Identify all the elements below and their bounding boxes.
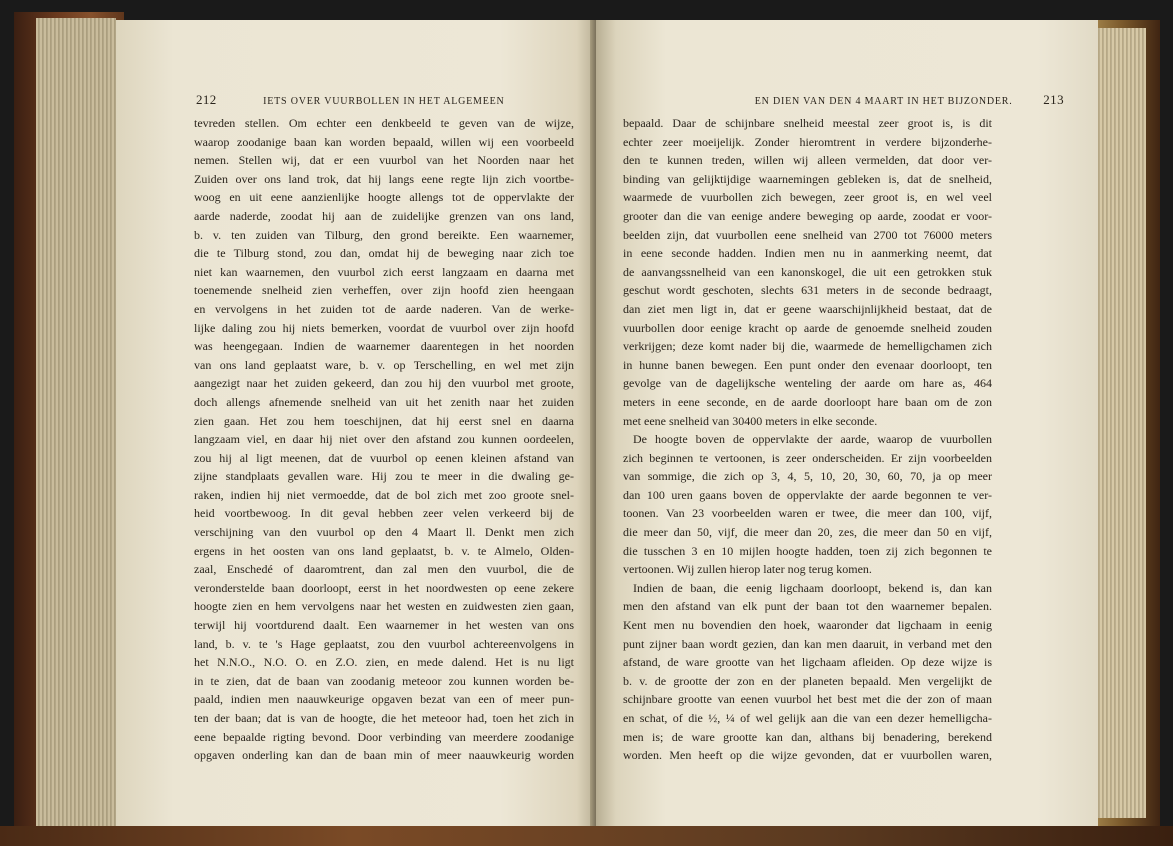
- text-line: tevreden stellen. Om echter een denkbeeld te geven van de wijze,: [194, 116, 574, 130]
- text-line: toonen. Van 23 voorbeelden waren er twee, die meer dan 100, vijf,: [623, 506, 992, 521]
- text-line: veronderstelde baan doorloopt, eerst in het noordwesten op eene zekere: [194, 580, 574, 595]
- text-line: met eene snelheid van 30400 meters in elke seconde.: [623, 413, 878, 428]
- running-head: IETS OVER VUURBOLLEN IN HET ALGEMEEN: [263, 96, 505, 107]
- text-line: aarde naderde, zoodat hij aan de zuidelijke grenzen van ons land,: [194, 208, 574, 223]
- page-edges-right: [1096, 28, 1146, 818]
- text-line: land, b. v. te 's Hage geplaatst, zou den vuurbol achtereenvolgens in: [194, 636, 574, 651]
- page-edges-left: [36, 18, 116, 826]
- text-line: afstand, de ware grootte van het ligchaam afleiden. Op deze wijze is: [623, 655, 992, 670]
- text-line: men is; de ware grootte kan dan, althans bij benadering, berekend: [623, 729, 992, 744]
- text-line: was heengegaan. Indien de waarnemer daarentegen in het noorden: [194, 339, 574, 354]
- text-line: terwijl hij voortdurend daalt. Een waarnemer in het westen van ons: [194, 618, 574, 633]
- page-number: 213: [1043, 92, 1064, 107]
- text-line: heid voortbewoog. In dit geval hebben zeer velen verkeerd bij de: [194, 506, 574, 521]
- text-line: worden. Men heeft op die wijze gevonden, dat er vuurbollen waren,: [623, 748, 992, 763]
- text-line: eene bepaalde rigting bevond. Door verbinding van meerdere zoodanige: [194, 729, 574, 744]
- text-line: in eene seconde hadden. Indien men nu in aanmerking neemt, dat: [623, 246, 992, 261]
- text-line: b. v. de grootte der zon en der planeten bepaald. Men vergelijkt de: [623, 673, 992, 688]
- text-line: dan ziet men ligt in, dat er geene waarschijnlijkheid bestaat, dat de: [623, 301, 992, 316]
- text-line: die te Tilburg stond, zou dan, omdat hij de beweging naar zich toe: [194, 246, 574, 261]
- text-line: nemen. Stellen wij, dat er een vuurbol van het Noorden naar het: [194, 153, 574, 168]
- text-line: meters in eene seconde, en de aarde doorloopt hare baan om de zon: [623, 394, 992, 409]
- text-line: die meer dan 50, vijf, die meer dan 20, zes, die meer dan 50 en vijf,: [623, 525, 992, 540]
- text-line: men den afstand van elk punt der baan tot den waarnemer bepalen.: [623, 599, 992, 614]
- text-line: hoogte zien en hem vervolgens naar het westen en zuidwesten zien gaan,: [194, 599, 574, 614]
- text-line: lijke daling zou hij niets bemerken, voordat de vuurbol over zijn hoofd: [194, 320, 574, 335]
- text-line: van sommige, die zich op 3, 4, 5, 10, 20, 30, 60, 70, ja op meer: [623, 469, 992, 484]
- text-line: en vervolgens in het zuiden tot de aarde naderen. Van de werke-: [194, 301, 574, 316]
- text-line: doch allengs afnemende snelheid van uit het zenith naar het zuiden: [194, 394, 574, 409]
- text-line: Indien de baan, die eenig ligchaam doorloopt, bekend is, dan kan: [633, 580, 992, 595]
- text-line: raken, indien hij niet vermoedde, dat de bol zich met zoo groote snel-: [194, 487, 574, 502]
- text-line: van ons land geplaatst ware, b. v. op Terschelling, en wel met zijn: [194, 357, 574, 372]
- text-line: bepaald. Daar de schijnbare snelheid meestal zeer groot is, is dit: [623, 116, 992, 130]
- text-line: gevolge van de dagelijksche wenteling der aarde om hare as, 464: [623, 376, 992, 391]
- text-line: Kent men nu bovendien den hoek, waaronder dat ligchaam in eenig: [623, 618, 992, 633]
- text-line: geschut wordt geschoten, slechts 631 meters in de seconde bedraagt,: [623, 283, 992, 298]
- text-line: verschijning van den vuurbol op den 4 Maart ll. Denkt men zich: [194, 525, 574, 540]
- book-bottom-edge: [0, 826, 1173, 846]
- text-line: toenemende snelheid zien verheffen, over zijn hoofd zien heengaan: [194, 283, 574, 298]
- text-line: vuurbollen door eenige kracht op aarde de genoemde snelheid zouden: [623, 320, 992, 335]
- text-line: zien gaan. Het zou hem toeschijnen, dat hij eerst snel en daarna: [194, 413, 574, 428]
- text-line: Zuiden over ons land trok, dat hij langs eene regte lijn zich voortbe-: [194, 171, 574, 186]
- text-line: ten der baan; dat is van de hoogte, die het meteoor had, toen het zich in: [194, 711, 574, 725]
- text-line: woog en uit eene aanzienlijke hoogte allengs tot de oppervlakte der: [194, 190, 574, 205]
- left-page: [116, 20, 596, 826]
- text-line: echter zeer moeijelijk. Zonder hieromtrent in verdere bijzonderhe-: [623, 134, 992, 149]
- text-line: dan 100 uren gaans boven de oppervlakte der aarde begonnen te ver-: [623, 487, 992, 502]
- text-line: vertoonen. Wij zullen hierop later nog terug komen.: [623, 562, 872, 577]
- text-line: waarop zoodanige baan kan worden bepaald, willen wij een voorbeeld: [194, 134, 574, 149]
- text-line: beelden zijn, dat vuurbollen eene snelheid van 2700 tot 76000 meters: [623, 227, 992, 242]
- text-line: zijne standplaats gevallen ware. Hij zou te meer in die dwaling ge-: [194, 469, 574, 484]
- text-line: verkrijgen; deze komt nader bij die, waarmede de hemelligchamen zich: [623, 339, 992, 354]
- text-line: de aanvangssnelheid van een kanonskogel, die uit een getrokken stuk: [623, 264, 992, 279]
- text-line: binding van gelijktijdige waarnemingen gebleken is, dat de snelheid,: [623, 171, 992, 186]
- text-line: paald, indien men naauwkeurige opgaven bezat van een of meer pun-: [194, 692, 574, 707]
- text-line: schijnbare grootte van eenen vuurbol het best met die der zon of maan: [623, 692, 992, 707]
- text-line: opgaven onderling kan dan de baan min of meer naauwkeurig worden: [194, 748, 574, 763]
- text-line: De hoogte boven de oppervlakte der aarde, waarop de vuurbollen: [633, 432, 992, 447]
- text-line: in hunne banen bewegen. Een punt onder den evenaar doorloopt, ten: [623, 357, 992, 372]
- right-page-text: [623, 114, 992, 765]
- text-line: zaal, Enschedé of daaromtrent, dan zal men den vuurbol, die de: [194, 562, 574, 577]
- text-line: en schat, of die ½, ¼ of wel gelijk aan die van een dezer hemelligcha-: [623, 711, 992, 725]
- text-line: grooter dan die van eenige andere beweging op aarde, zoodat er voor-: [623, 208, 992, 223]
- text-line: punt zijner baan wordt gezien, dan kan men daaruit, in verband met den: [623, 636, 992, 651]
- right-page-header: [704, 92, 1064, 108]
- text-line: langzaam viel, en daar hij niet over den afstand zou kunnen oordeelen,: [194, 432, 574, 447]
- left-page-text: [194, 114, 574, 765]
- text-line: waarmede de vuurbollen zich bewegen, zeer groot is, en wel veel: [623, 190, 992, 205]
- text-line: in te zien, dat de baan van zoodanig meteoor zou kunnen worden be-: [194, 673, 574, 688]
- text-line: zou hij al ligt meenen, dat de vuurbol op eenen kleinen afstand van: [194, 450, 574, 465]
- text-line: die tusschen 3 en 10 mijlen hoogte hadden, toen zij zich begonnen te: [623, 543, 992, 558]
- text-line: den te kunnen treden, willen wij alleen vermelden, dat door ver-: [623, 153, 992, 168]
- text-line: niet kan waarnemen, den vuurbol zich eerst langzaam en daarna met: [194, 264, 574, 279]
- text-line: b. v. ten zuiden van Tilburg, den grond bereikte. Een waarnemer,: [194, 227, 574, 242]
- text-line: het N.N.O., N.O. O. en Z.O. zien, en mede dalend. Het is nu ligt: [194, 655, 574, 670]
- text-line: ergens in het oosten van ons land geplaatst, b. v. te Almelo, Olden-: [194, 543, 574, 558]
- left-page-header: [196, 92, 571, 108]
- text-line: zich beginnen te vertoonen, is zeer onderscheiden. Er zijn voorbeelden: [623, 450, 992, 465]
- right-page: [596, 20, 1098, 826]
- page-number: 212: [196, 92, 217, 107]
- running-head: EN DIEN VAN DEN 4 MAART IN HET BIJZONDER.: [754, 96, 1013, 107]
- text-line: aangezigt naar het zuiden gekeerd, dan zou hij den vuurbol met groote,: [194, 376, 574, 391]
